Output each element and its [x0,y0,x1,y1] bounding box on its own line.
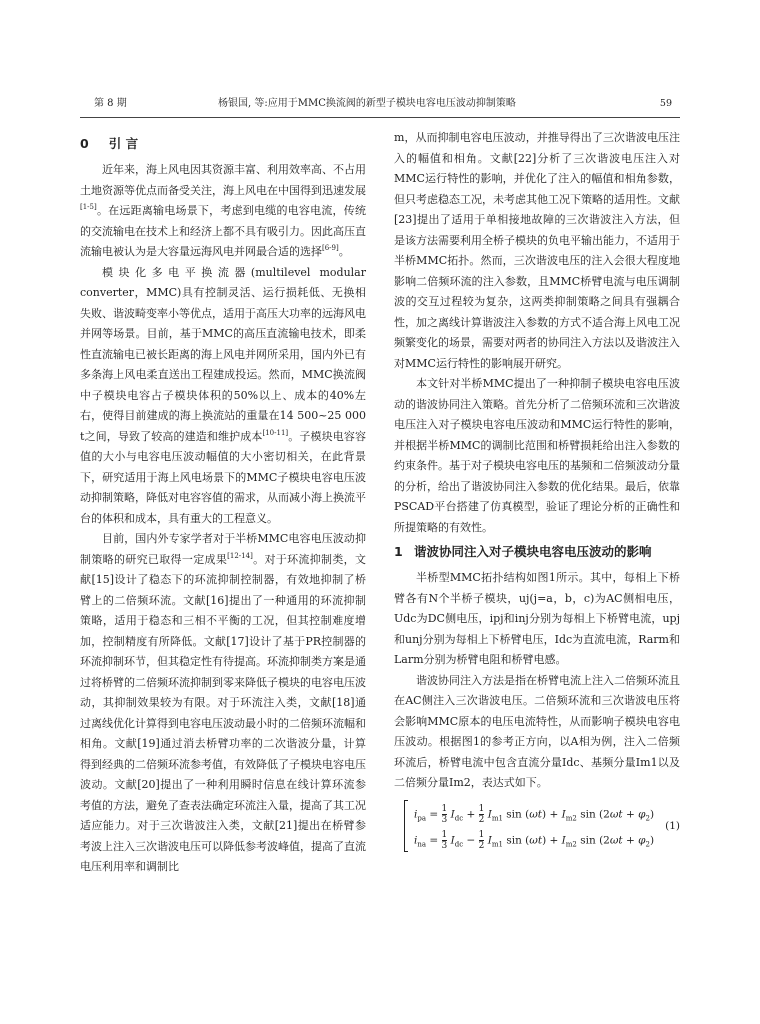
equation-line-lower: $i_{na}$ = $\frac{1}{3}$ $I_{dc}$ − $\frac{1}{2}$ $I_{m1}$ $\sin (\omega t) + I_{m2}$ $\sin (2\omega t + \varphi_2)$ [414,829,655,851]
citation: [6-9] [322,244,339,252]
page-number: 59 [659,98,672,109]
right-column [394,128,680,856]
paragraph-1-text-b: 。在远距离输电场景下，考虑到电缆的电容电流，传统的交流输电在技术上和经济上都不具有吸引力。因此高压直流输电被认为是大容量远海风电并网最合适的选择 [80,204,366,258]
paragraph-1 [80,160,366,263]
paragraph-5: 本文针对半桥MMC提出了一种抑制子模块电容电压波动的谐波协同注入策略。首先分析了二倍频环流和三次谐波电压注入对子模块电容电压波动和MMC运行特性的影响，并根据半桥MMC的调制比范围和桥臂损耗给出注入参数的约束条件。基于对子模块电容电压的基频和二倍频波动分量的分析，给出了谐波协同注入参数的优化结果。最后，依靠PSCAD平台搭建了仿真模型，验证了理论分析的正确性和所提策略的有效性。 [394,377,680,534]
paragraph-2-text: 模块化多电平换流器(multilevel modular converter，MMC)具有控制灵活、运行损耗低、无换相失败、谐波畸变率小等优点，适用于高压大功率的远海风电并网等场景。目前，基于MMC的高压直流输电技术，即柔性直流输电已被长距离的海上风电并网所采用，国内外已有多条海上风电柔直送出工程建成投运。然而，MMC换流阀中子模块电容占子模块体积的50%以上、成本的40%左右，使得目前建成的海上换流站的重量在14 500~25 000 t之间，导致了较高的建造和维护成本 [80,265,366,443]
section-0-number: 0 [80,136,89,151]
section-1-number: 1 [394,544,403,559]
paragraph-7: 谐波协同注入方法是指在桥臂电流上注入二倍频环流且在AC侧注入三次谐波电压。二倍频环流和三次谐波电压将会影响MMC原本的电压电流特性，从而影响子模块电容电压波动。根据图1的参考正方向，以A相为例，注入二倍频环流后，桥臂电流中包含直流分量Idc、基频分量Im1以及二倍频分量Im2，表达式如下。 [394,673,680,789]
citation: [10-11] [262,428,289,437]
paragraph-4: m，从而抑制电容电压波动，并推导得出了三次谐波电压注入的幅值和相角。文献[22]分析了三次谐波电压注入对MMC运行特性的影响，并优化了注入的幅值和相角参数，但只考虑稳态工况，未考虑其他工况下策略的适用性。文献[23]提出了适用于单相接地故障的三次谐波注入方法，但是该方法需要利用全桥子模块的负电平输出能力，不适用于半桥MMC拓扑。然而，三次谐波电压的注入会很大程度地影响二倍频环流的注入参数，且MMC桥臂电流与电压调制波的交互过程较为复杂，这两类抑制策略之间具有强耦合性，加之离线计算谐波注入参数的方式不适合海上风电工况频繁变化的场景，需要对两者的协同注入方法以及谐波注入对MMC运行特性的影响展开研究。 [394,131,680,370]
paragraph-3-text: 目前，国内外专家学者对于半桥MMC电容电压波动抑制策略的研究已取得一定成果 [80,532,366,566]
equation-line-upper: $i_{pa}$ = $\frac{1}{3}$ $I_{dc}$ + $\frac{1}{2}$ $I_{m1}$ $\sin (\omega t) + I_{m2}$ $\sin (2\omega t + \varphi_2)$ [414,803,655,825]
section-0-title: 引 言 [108,136,139,151]
citation: [1-5] [80,203,97,211]
paragraph-2 [80,263,366,530]
section-0-heading [80,134,366,154]
citation: [12-14] [227,551,253,560]
paragraph-6: 半桥型MMC拓扑结构如图1所示。其中，每相上下桥臂各有N个半桥子模块，uj(j=a，b，c)为AC侧相电压，Udc为DC侧电压，ipj和inj分别为每相上下桥臂电流，upj和unj分别为每相上下桥臂电压，Idc为直流电流，Rarm和Larm分别为桥臂电阻和桥臂电感。 [394,571,680,666]
equation-brace [404,800,405,852]
equation-number: (1) [665,819,680,832]
equation-1 [394,798,680,856]
page-header [80,96,680,112]
paragraph-1-text-c: 。 [338,245,350,258]
header-rule [80,117,680,118]
paragraph-3 [80,529,366,878]
section-1-title: 谐波协同注入对子模块电容电压波动的影响 [414,544,652,559]
issue-label: 第 8 期 [94,98,127,109]
section-1-heading [394,542,680,562]
running-title: 杨银国, 等:应用于MMC换流阀的新型子模块电容电压波动抑制策略 [218,98,516,109]
paragraph-2-text-b: 。子模块电容容值的大小与电容电压波动幅值的大小密切相关，在此背景下，研究适用于海上风电场景下的MMC子模块电容电压波动抑制策略，降低对电容容值的需求，从而减小海上换流平台的体积和成本，具有重大的工程意义。 [80,429,367,525]
paragraph-3-text-b: 。对于环流抑制类，文献[15]设计了稳态下的环流抑制控制器，有效地抑制了桥臂上的二倍频环流。文献[16]提出了一种通用的环流抑制策略，适用于稳态和三相不平衡的工况，但其控制难度增加，控制精度有所降低。文献[17]设计了基于PR控制器的环流抑制环节，但其稳定性有待提高。环流抑制类方案是通过将桥臂的二倍频环流抑制到零来降低子模块的电容电压波动，其抑制效果较为有限。对于环流注入类，文献[18]通过离线优化计算得到电容电压波动最小时的二倍频环流幅和相角。文献[19]通过消去桥臂功率的二次谐波分量，计算得到经典的二倍频环流参考值，有效降低了子模块电容电压波动。文献[20]提出了一种利用瞬时信息在线计算环流参考值的方法，避免了查表法确定环流注入量，提高了其工况适应能力。对于三次谐波注入类，文献[21]提出在桥臂参考波上注入三次谐波电压可以降低参考波峰值，提高了直流电压利用率和调制比 [80,552,367,873]
paragraph-1-text: 近年来，海上风电因其资源丰富、利用效率高、不占用土地资源等优点而备受关注，海上风电在中国得到迅速发展 [80,163,366,197]
left-column [80,128,366,878]
